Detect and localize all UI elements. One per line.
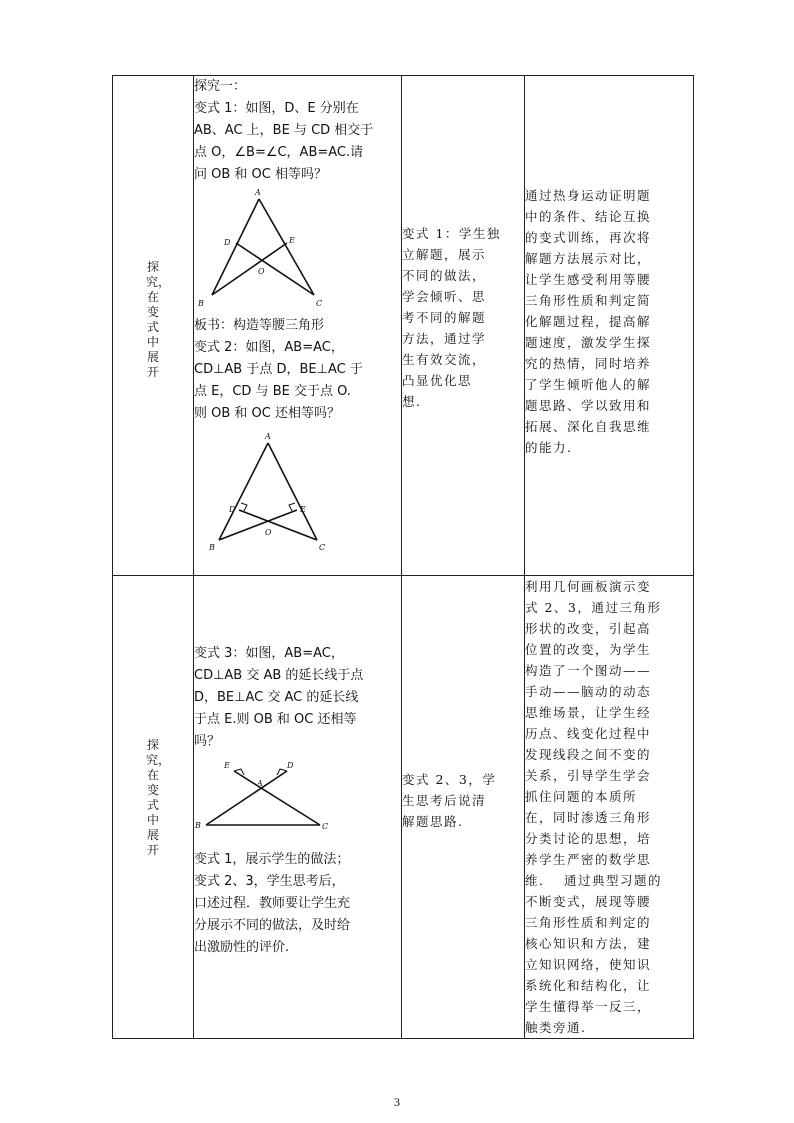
text-line: 变式 1，展示学生的做法；	[194, 852, 350, 867]
label-D: D	[229, 505, 236, 514]
text-line: 考不同的解题	[402, 310, 487, 325]
text-line: 变式 1：如图，D、E 分别在	[194, 101, 359, 116]
text-line: 关系，引导学生学会	[525, 768, 652, 783]
stage-cell	[113, 576, 194, 1039]
figure-variant2	[194, 431, 384, 556]
text-line: 式 2、3，通过三角形	[525, 600, 662, 615]
text-line: 系统化和结构化，让	[525, 978, 652, 993]
text-line: 的变式训练，再次将	[525, 230, 652, 245]
label-E: E	[224, 761, 230, 770]
text-line: 立解题，展示	[402, 247, 487, 262]
table-row	[113, 76, 694, 576]
text-line: 生有效交流，	[402, 352, 487, 367]
label-C: C	[319, 543, 326, 552]
text-line: 思维场景，让学生经	[525, 705, 652, 720]
text-line: 方法，通过学	[402, 331, 487, 346]
label-E: E	[300, 505, 306, 514]
text-line: 学生懂得举一反三，	[525, 999, 652, 1014]
text-line: 抓住问题的本质所	[525, 789, 638, 804]
text-line: 维． 通过典型习题的	[525, 873, 662, 888]
board-note: 板书：构造等腰三角形	[194, 318, 325, 333]
text-line: 分类讨论的思想，培	[525, 831, 652, 846]
text-line: 变式 3：如图，AB=AC，	[194, 646, 344, 661]
text-line: 学会倾听、思	[402, 289, 487, 304]
text-line: 位置的改变，为学生	[525, 642, 652, 657]
text-line: AB、AC 上，BE 与 CD 相交于	[194, 123, 374, 138]
text-line: 变式 2、3，学	[402, 772, 497, 787]
text-line: 变式 1：学生独	[402, 226, 501, 241]
text-line: 的能力.	[525, 440, 573, 455]
text-line: 问 OB 和 OC 相等吗？	[194, 167, 327, 182]
table-row	[113, 576, 694, 1039]
label-A: A	[257, 779, 263, 788]
design-purpose-cell	[525, 576, 694, 1039]
stage-label: 探究，在变式中展开	[146, 260, 171, 379]
text-line: 手动——脑动的动态	[525, 684, 652, 699]
text-line: 让学生感受利用等腰	[525, 272, 652, 287]
text-line: 究的热情，同时培养	[525, 356, 652, 371]
summary-text	[194, 849, 401, 959]
text-line: 构造了一个图动——	[525, 663, 652, 678]
stage-cell	[113, 76, 194, 576]
text-line: 通过热身运动证明题	[525, 188, 652, 203]
text-line: 解题思路.	[402, 814, 464, 829]
label-O: O	[258, 267, 265, 276]
text-line: 三角形性质和判定简	[525, 293, 652, 308]
text-line: 了学生倾听他人的解	[525, 377, 652, 392]
text-line: 三角形性质和判定的	[525, 915, 652, 930]
text-line: 变式 2：如图，AB=AC，	[194, 340, 344, 355]
text-line: 吗？	[194, 734, 221, 749]
content-cell	[194, 76, 402, 576]
text-line: 拓展、深化自我思维	[525, 419, 652, 434]
text-line: 利用几何画板演示变	[525, 579, 652, 594]
label-C: C	[316, 299, 323, 308]
text-line: CD⊥AB 于点 D，BE⊥AC 于	[194, 362, 363, 377]
text-line: 口述过程．教师要让学生充	[194, 896, 351, 911]
page-number: 3	[394, 1095, 400, 1109]
text-line: 点 E，CD 与 BE 交于点 O.	[194, 384, 351, 399]
text-line: 发现线段之间不变的	[525, 747, 652, 762]
text-line: 分展示不同的做法，及时给	[194, 918, 351, 933]
stage-label: 探究，在变式中展开	[146, 738, 171, 857]
text-line: 不断变式，展现等腰	[525, 894, 652, 909]
variant1-text	[194, 98, 401, 186]
text-line: 历点、线变化过程中	[525, 726, 652, 741]
section-heading: 探究一：	[194, 79, 247, 94]
label-A: A	[265, 432, 271, 441]
text-line: 解题方法展示对比，	[525, 251, 652, 266]
text-line: 题思路、学以致用和	[525, 398, 652, 413]
text-line: 不同的做法，	[402, 268, 487, 283]
figure-variant3	[194, 759, 384, 839]
text-line: 核心知识和方法，建	[525, 936, 652, 951]
text-line: D，BE⊥AC 交 AC 的延长线	[194, 690, 359, 705]
text-line: 题速度，激发学生探	[525, 335, 652, 350]
text-line: 于点 E.则 OB 和 OC 还相等	[194, 712, 357, 727]
text-line: 形状的改变，引起高	[525, 621, 652, 636]
text-line: 化解题过程，提高解	[525, 314, 652, 329]
lesson-table	[112, 75, 694, 1039]
text-line: 立知识网络，使知识	[525, 957, 652, 972]
variant3-text	[194, 643, 401, 753]
label-E: E	[289, 236, 295, 245]
text-line: 养学生严密的数学思	[525, 852, 652, 867]
figure-variant1	[194, 188, 384, 313]
text-line: 凸显优化思	[402, 373, 473, 388]
text-line: 点 O，∠B=∠C，AB=AC.请	[194, 145, 364, 160]
text-line: 则 OB 和 OC 还相等吗？	[194, 406, 340, 421]
content-cell	[194, 576, 402, 1039]
text-line: 出激励性的评价.	[194, 940, 290, 955]
label-D: D	[287, 761, 294, 770]
label-B: B	[195, 821, 201, 830]
text-line: 中的条件、结论互换	[525, 209, 652, 224]
text-line: 变式 2、3，学生思考后，	[194, 874, 345, 889]
student-activity-cell	[402, 576, 525, 1039]
label-A: A	[255, 188, 261, 197]
text-line: 在，同时渗透三角形	[525, 810, 652, 825]
text-line: CD⊥AB 交 AB 的延长线于点	[194, 668, 364, 683]
text-line: 生思考后说清	[402, 793, 487, 808]
label-B: B	[209, 543, 215, 552]
label-B: B	[198, 299, 204, 308]
student-activity-cell	[402, 76, 525, 576]
label-O: O	[265, 528, 272, 537]
variant2-text	[194, 337, 401, 425]
design-purpose-cell	[525, 76, 694, 576]
text-line: 触类旁通.	[525, 1020, 587, 1035]
label-D: D	[224, 238, 231, 247]
label-C: C	[322, 822, 329, 831]
text-line: 想.	[402, 394, 422, 409]
